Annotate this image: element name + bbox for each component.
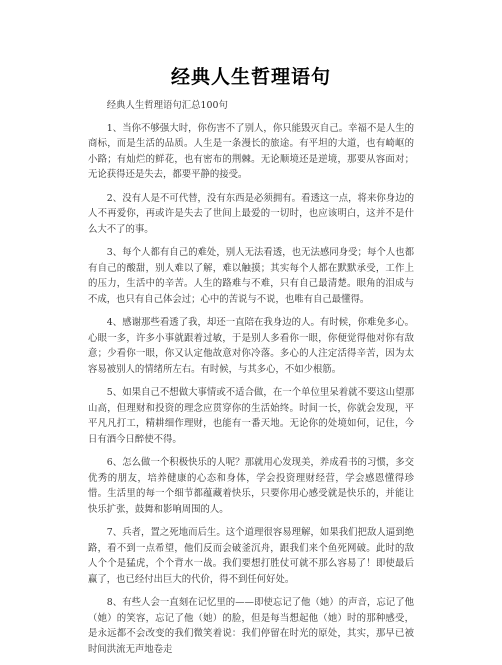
document-body [88, 98, 414, 665]
paragraph-2: 2、没有人是不可代替，没有东西是必须拥有。看透这一点，将来你身边的人不再爱你，再或许是失去了世间上最爱的一切时，也应该明白，这并不是什么大不了的事。 [88, 192, 414, 235]
paragraph-3: 3、每个人都有自己的难处，别人无法看透，也无法感同身受；每个人也都有自己的酸甜，别人难以了解，难以触摸；其实每个人都在默默承受，工作上的压力，生活中的辛苦。人生的路难与不难，只有自己最清楚。眼角的泪成与不成，也只有自己体会过；心中的苦说与不说，也唯有自己最懂得。 [88, 247, 414, 305]
paragraph-1: 1、当你不够强大时，你伤害不了别人，你只能毁灭自己。幸福不是人生的商标，而是生活的品质。人生是一条漫长的旅途。有平坦的大道，也有崎岖的小路；有灿烂的鲜花，也有密布的荆棘。无论顺境还是逆境，那要从容面对；无论获得还是失去，都要平静的接受。 [88, 122, 414, 180]
paragraph-5: 5、如果自己不想做大事情或不适合做，在一个单位里呆着就不要这山望那山高，但理财和投资的理念应贯穿你的生活始终。时间一长，你就会发现，平平凡凡打工，精耕细作理财，也能有一番天地。无论你的处境如何，记住，今日有酒今日醉使不得。 [88, 387, 414, 445]
paragraph-4: 4、感谢那些看透了我，却还一直陪在我身边的人。有时候，你难免多心。心眼一多，许多小事就跟着过敏，于是别人多看你一眼，你便觉得他对你有敌意；少看你一眼，你又认定他故意对你冷落。多心的人注定活得辛苦，因为太容易被别人的情绪所左右。有时候，与其多心，不如少根筋。 [88, 317, 414, 375]
paragraph-7: 7、兵者，置之死地而后生。这个道理很容易理解，如果我们把敌人逼到绝路，看不到一点希望，他们反而会破釜沉舟，跟我们来个鱼死网破。此时的敌人个个是猛虎，个个背水一战。我们要想打胜仗可就不那么容易了！即使最后赢了，也已经付出巨大的代价，得不到任何好处。 [88, 527, 414, 585]
paragraph-6: 6、怎么做一个积极快乐的人呢？那就用心发现美，养成看书的习惯，多交优秀的朋友，培养健康的心态和身体，学会投资理财经营，学会感恩懂得珍惜。生活里的每一个细节都蕴藏着快乐，只要你用心感受就是快乐的，并能让快乐扩张，鼓舞和影响周围的人。 [88, 457, 414, 515]
paragraph-8: 8、有些人会一直刻在记忆里的——即使忘记了他（她）的声音，忘记了他（她）的笑容，忘记了他（她）的脸，但是每当想起他（她）时的那种感受，是永远都不会改变的我们微笑着说：我们停留在时光的原处，其实，那早已被时间洪流无声地卷走 [88, 597, 414, 655]
document-subtitle: 经典人生哲理语句汇总100句 [106, 100, 228, 111]
document-title: 经典人生哲理语句 [170, 66, 331, 88]
